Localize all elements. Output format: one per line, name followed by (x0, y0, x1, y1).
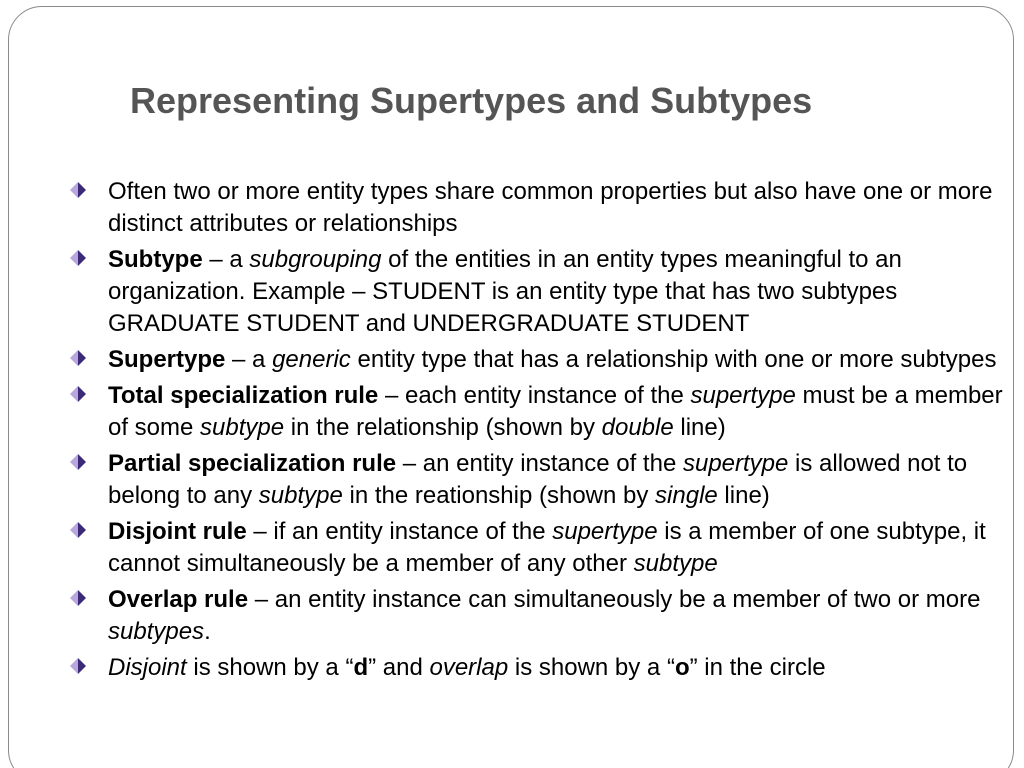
bullet-item (70, 344, 1005, 376)
text-segment: supertype (690, 382, 796, 409)
text-segment: supertype (552, 518, 658, 545)
text-segment: Partial specialization rule (108, 450, 397, 477)
bullet-list (70, 176, 1005, 688)
bullet-item (70, 176, 1005, 240)
text-segment: d (353, 654, 369, 681)
bullet-text (108, 516, 1005, 580)
text-segment: Disjoint (108, 654, 187, 681)
bullet-text (108, 652, 1005, 684)
bullet-item (70, 652, 1005, 684)
text-segment: line) (673, 414, 726, 441)
bullet-text (108, 176, 1005, 240)
text-segment: subtype (633, 550, 718, 577)
text-segment: is allowed not to belong to any (108, 450, 968, 509)
text-segment: Overlap rule (108, 586, 249, 613)
text-segment: generic (272, 346, 351, 373)
diamond-bullet-icon (70, 380, 108, 412)
text-segment: Often two or more entity types share common properties but also have one or more distinct attributes or relationships (108, 178, 993, 237)
text-segment: – a (202, 246, 250, 273)
text-segment: must be a member of some (108, 382, 1003, 441)
text-segment: in the relationship (shown by (284, 414, 602, 441)
text-segment: subtype (258, 482, 343, 509)
diamond-bullet-icon (70, 244, 108, 276)
text-segment: overlap (429, 654, 509, 681)
text-segment: single (655, 482, 718, 509)
text-segment: – if an entity instance of the (246, 518, 553, 545)
text-segment: of the entities in an entity types meaningful to an organization. Example – STUDENT is an entity type that has two subtypes GRADUATE STUDENT and UNDERGRADUATE STUDENT (108, 246, 902, 337)
text-segment: ” in the circle (689, 654, 826, 681)
text-segment: is shown by a “ (186, 654, 354, 681)
text-segment: Supertype (108, 346, 226, 373)
diamond-bullet-icon (70, 584, 108, 616)
diamond-bullet-icon (70, 176, 108, 208)
diamond-bullet-icon (70, 448, 108, 480)
text-segment: ” and (368, 654, 430, 681)
text-segment: – a (225, 346, 273, 373)
bullet-text (108, 380, 1005, 444)
text-segment: is shown by a “ (508, 654, 675, 681)
text-segment: Total specialization rule (108, 382, 379, 409)
text-segment: line) (717, 482, 770, 509)
bullet-item (70, 584, 1005, 648)
text-segment: supertype (682, 450, 789, 477)
text-segment: Disjoint rule (108, 518, 247, 545)
text-segment: entity type that has a relationship with one or more subtypes (350, 346, 997, 373)
text-segment: o (674, 654, 690, 681)
slide-title: Representing Supertypes and Subtypes (130, 80, 813, 121)
diamond-bullet-icon (70, 652, 108, 684)
diamond-bullet-icon (70, 344, 108, 376)
bullet-item (70, 516, 1005, 580)
text-segment: in the reationship (shown by (342, 482, 656, 509)
bullet-item (70, 448, 1005, 512)
bullet-item (70, 244, 1005, 340)
text-segment: Subtype (108, 246, 203, 273)
text-segment: . (204, 618, 211, 645)
text-segment: – each entity instance of the (378, 382, 691, 409)
text-segment: subgrouping (249, 246, 382, 273)
bullet-text (108, 244, 1005, 340)
bullet-item (70, 380, 1005, 444)
text-segment: – an entity instance of the (396, 450, 683, 477)
text-segment: double (601, 414, 674, 441)
text-segment: subtypes (108, 618, 205, 645)
bullet-text (108, 448, 1005, 512)
text-segment: is a member of one subtype, it cannot simultaneously be a member of any other (108, 518, 986, 577)
bullet-text (108, 584, 1005, 648)
text-segment: – an entity instance can simultaneously be a member of two or more (248, 586, 981, 613)
text-segment: subtype (200, 414, 285, 441)
diamond-bullet-icon (70, 516, 108, 548)
bullet-text (108, 344, 1005, 376)
